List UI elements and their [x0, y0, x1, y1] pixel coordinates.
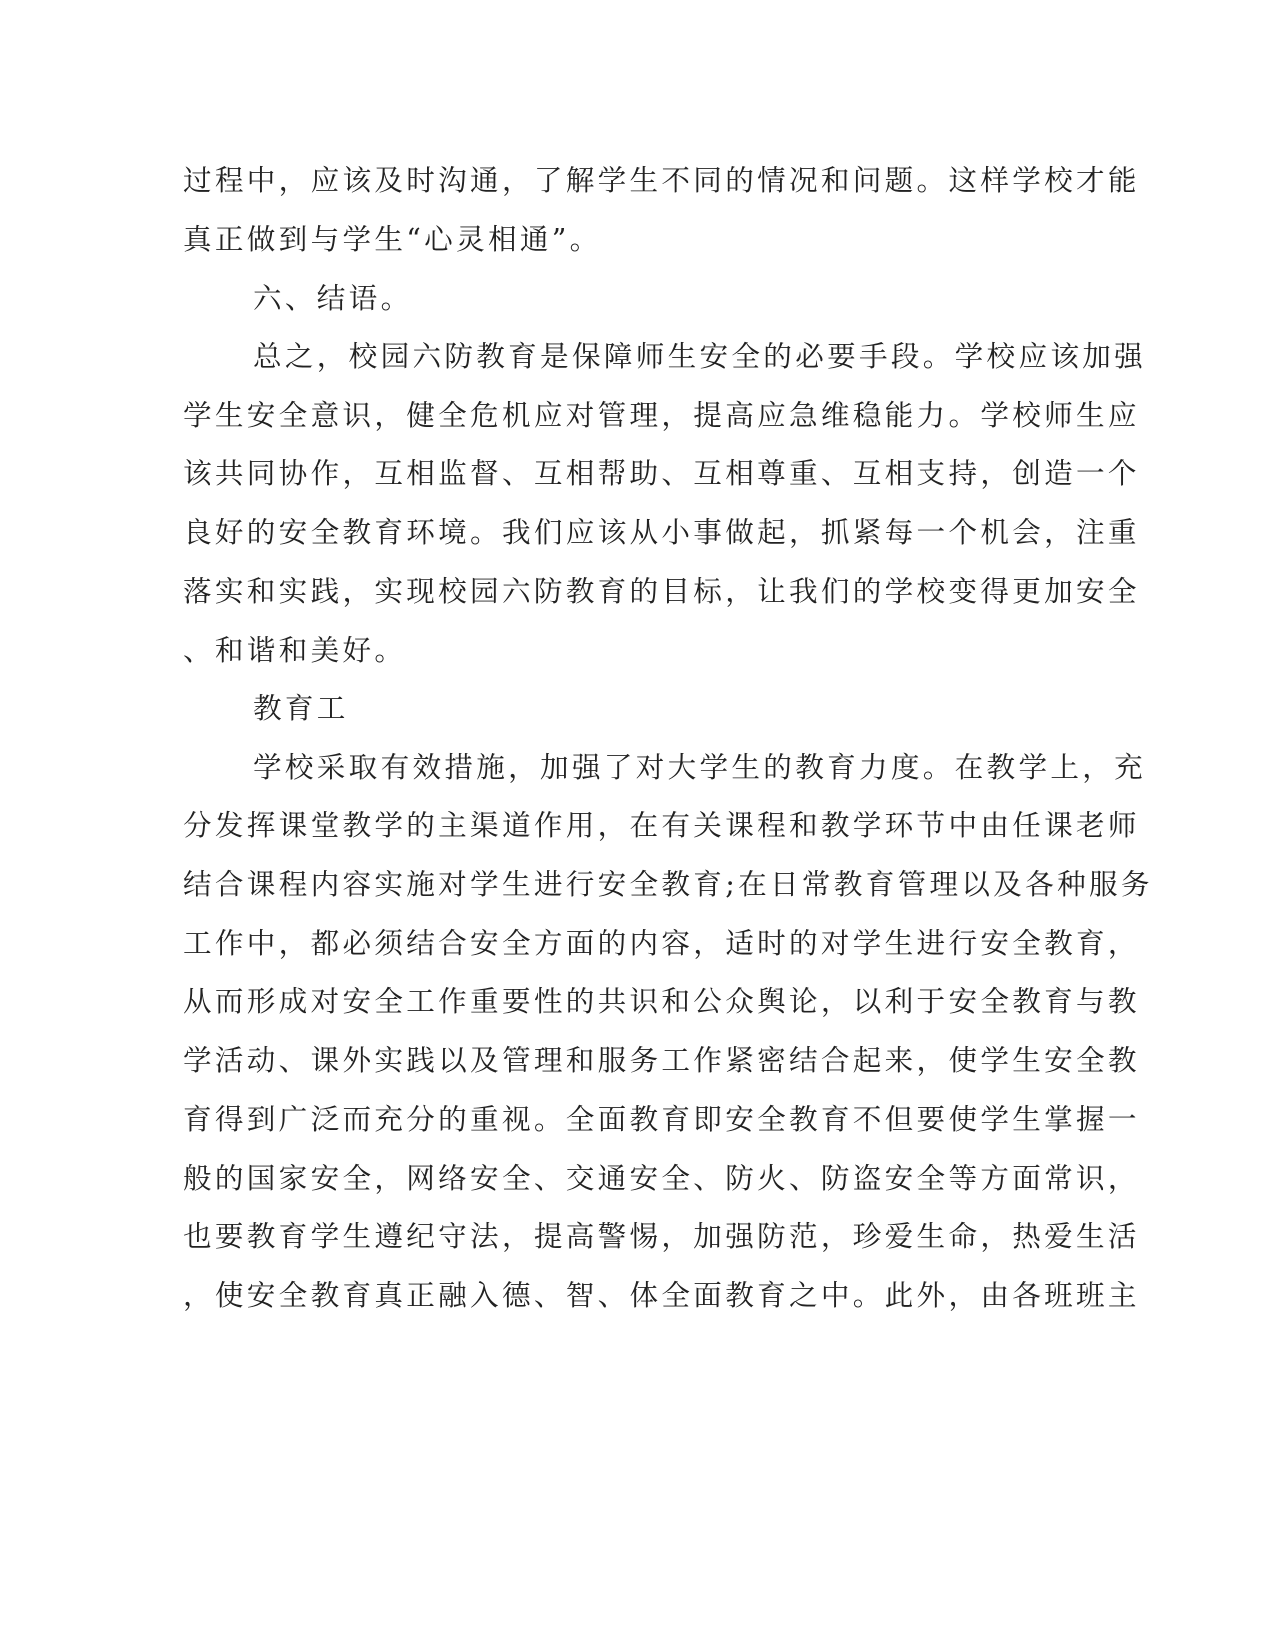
paragraph-line: 、和谐和美好。 [183, 633, 407, 667]
paragraph-line: ，使安全教育真正融入德、智、体全面教育之中。此外，由各班班主 [183, 1278, 1140, 1312]
paragraph-line: 工作中，都必须结合安全方面的内容，适时的对学生进行安全教育， [183, 926, 1140, 960]
paragraph-line: 般的国家安全，网络安全、交通安全、防火、防盗安全等方面常识， [183, 1161, 1140, 1195]
paragraph-line: 落实和实践，实现校园六防教育的目标，让我们的学校变得更加安全 [183, 574, 1140, 608]
paragraph-line: 总之，校园六防教育是保障师生安全的必要手段。学校应该加强 [253, 339, 1147, 373]
paragraph-line: 真正做到与学生“心灵相通”。 [183, 222, 602, 256]
paragraph-line: 结合课程内容实施对学生进行安全教育;在日常教育管理以及各种服务 [183, 867, 1153, 901]
paragraph-line: 良好的安全教育环境。我们应该从小事做起，抓紧每一个机会，注重 [183, 515, 1140, 549]
paragraph-line: 也要教育学生遵纪守法，提高警惕，加强防范，珍爱生命，热爱生活 [183, 1219, 1140, 1253]
paragraph-line: 该共同协作，互相监督、互相帮助、互相尊重、互相支持，创造一个 [183, 456, 1140, 490]
paragraph-line: 从而形成对安全工作重要性的共识和公众舆论，以利于安全教育与教 [183, 984, 1140, 1018]
paragraph-line: 学校采取有效措施，加强了对大学生的教育力度。在教学上，充 [253, 750, 1147, 784]
paragraph-line: 分发挥课堂教学的主渠道作用，在有关课程和教学环节中由任课老师 [183, 808, 1140, 842]
section-heading: 教育工 [253, 691, 349, 725]
paragraph-line: 过程中，应该及时沟通，了解学生不同的情况和问题。这样学校才能 [183, 163, 1140, 197]
paragraph-line: 学生安全意识，健全危机应对管理，提高应急维稳能力。学校师生应 [183, 398, 1140, 432]
section-heading: 六、结语。 [253, 281, 413, 315]
paragraph-line: 育得到广泛而充分的重视。全面教育即安全教育不但要使学生掌握一 [183, 1102, 1140, 1136]
paragraph-line: 学活动、课外实践以及管理和服务工作紧密结合起来，使学生安全教 [183, 1043, 1140, 1077]
